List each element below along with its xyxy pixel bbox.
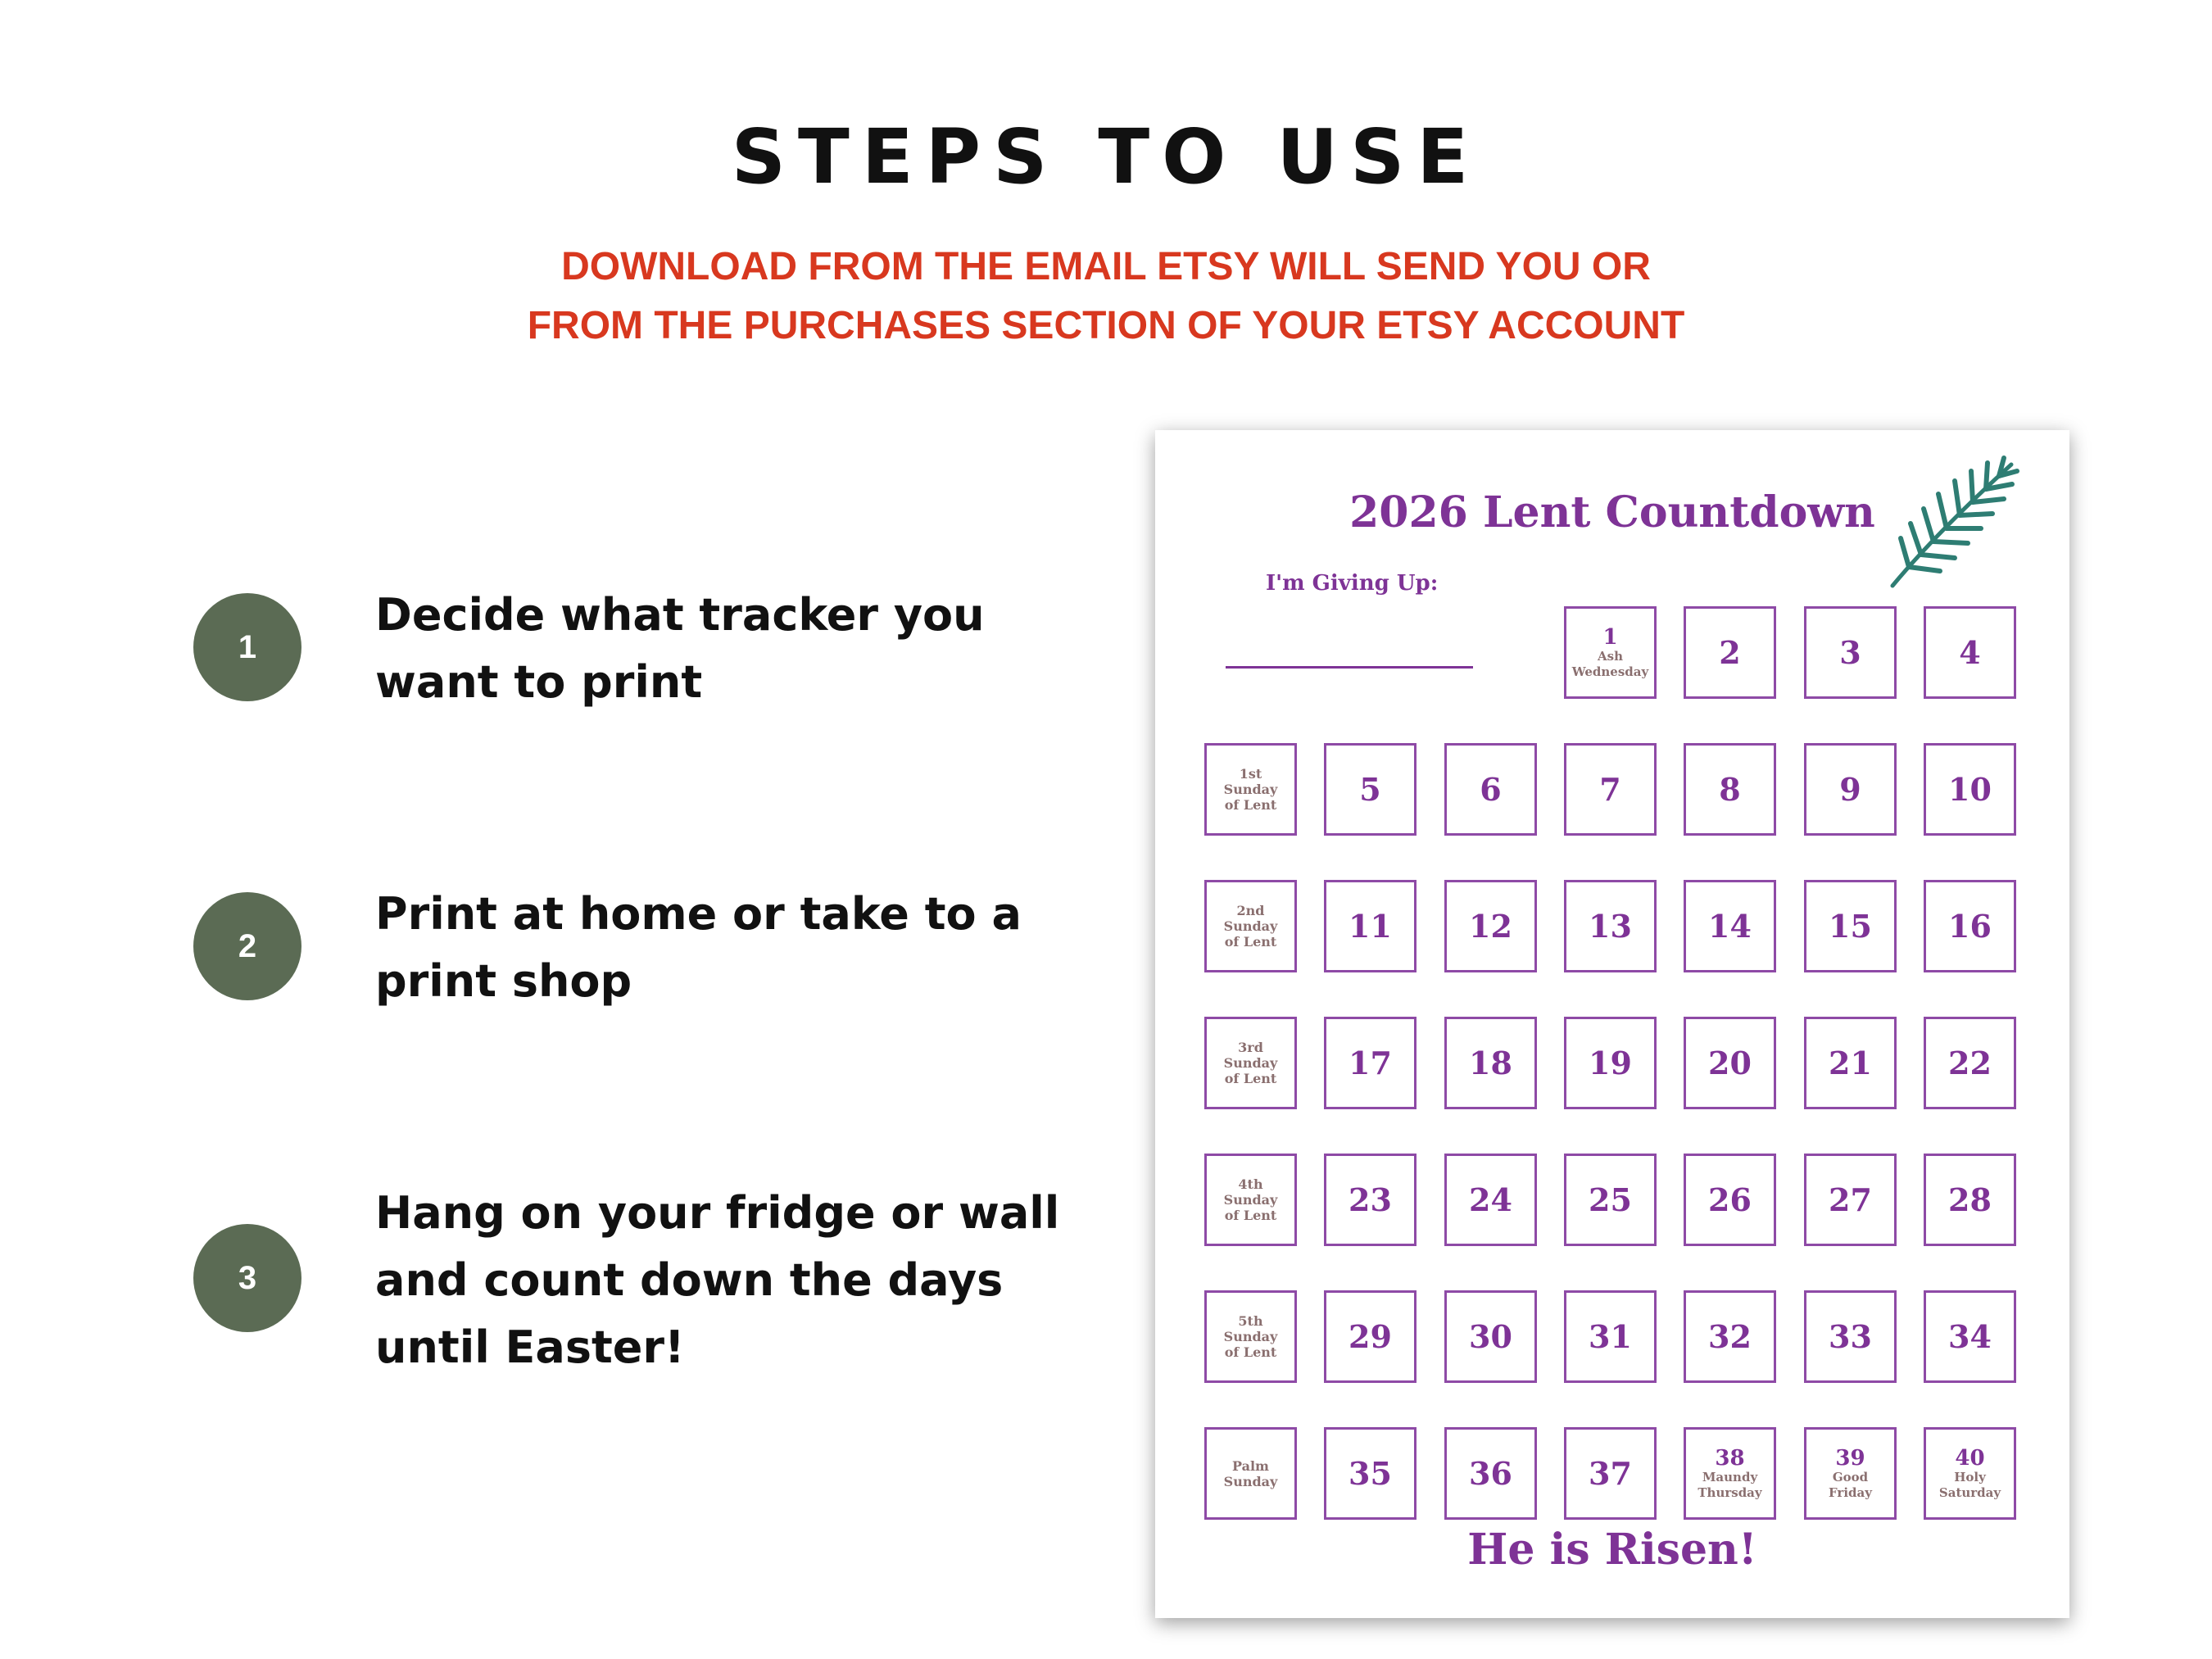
cell-number: 16 [1948, 907, 1992, 945]
cell-number: 15 [1829, 907, 1872, 945]
cell-label: of Lent [1224, 1344, 1277, 1360]
cell-label: 5th [1238, 1313, 1263, 1329]
cell-number: 27 [1829, 1181, 1872, 1218]
countdown-cell [1324, 1290, 1416, 1383]
cell-label: of Lent [1224, 797, 1277, 813]
countdown-cell [1204, 1427, 1297, 1520]
step-3-badge: 3 [193, 1224, 301, 1332]
cell-label: of Lent [1224, 1071, 1277, 1086]
countdown-cell [1204, 743, 1297, 836]
cell-label: Ash [1598, 648, 1623, 664]
countdown-cell [1684, 880, 1776, 972]
countdown-cell [1564, 743, 1657, 836]
cell-label: Good [1832, 1469, 1869, 1484]
cell-number: 37 [1589, 1454, 1632, 1492]
countdown-cell [1564, 880, 1657, 972]
cell-label: 3rd [1238, 1040, 1263, 1055]
cell-number: 29 [1349, 1317, 1392, 1355]
countdown-cell [1684, 606, 1776, 699]
cell-number: 30 [1469, 1317, 1512, 1355]
cell-number: 1 [1602, 624, 1618, 650]
countdown-cell [1444, 880, 1537, 972]
countdown-cell [1924, 743, 2016, 836]
step-3-text [375, 1180, 1060, 1381]
step-2-badge: 2 [193, 892, 301, 1000]
cell-label: of Lent [1224, 934, 1277, 950]
countdown-cell [1564, 1290, 1657, 1383]
countdown-cell [1324, 1427, 1416, 1520]
cell-label: Maundy [1702, 1469, 1758, 1484]
cell-number: 2 [1719, 633, 1741, 671]
countdown-cell [1924, 1427, 2016, 1520]
cell-number: 40 [1955, 1445, 1985, 1471]
giving-up-label: I'm Giving Up: [1266, 571, 1439, 596]
cell-number: 34 [1948, 1317, 1992, 1355]
cell-number: 6 [1480, 770, 1502, 808]
countdown-cell [1924, 606, 2016, 699]
countdown-cell [1444, 1154, 1537, 1246]
cell-number: 4 [1959, 633, 1981, 671]
cell-number: 38 [1715, 1445, 1745, 1471]
countdown-cell [1204, 1017, 1297, 1109]
cell-number: 26 [1708, 1181, 1752, 1218]
cell-label: of Lent [1224, 1208, 1277, 1223]
step-1-text [375, 582, 1047, 716]
cell-number: 18 [1469, 1044, 1512, 1081]
countdown-cell [1804, 1427, 1897, 1520]
countdown-cell [1804, 1017, 1897, 1109]
countdown-cell [1324, 880, 1416, 972]
countdown-cell [1324, 1017, 1416, 1109]
step-3-line-1: Hang on your fridge or wall [375, 1187, 1060, 1239]
cell-number: 22 [1948, 1044, 1992, 1081]
subtitle-line-2: FROM THE PURCHASES SECTION OF YOUR ETSY ACCOUNT [527, 304, 1685, 347]
cell-label: Saturday [1938, 1484, 2001, 1500]
cell-number: 35 [1349, 1454, 1392, 1492]
cell-number: 25 [1589, 1181, 1632, 1218]
cell-label: Thursday [1698, 1484, 1762, 1500]
step-3-line-2: and count down the days [375, 1254, 1004, 1306]
step-2-text [375, 881, 1047, 1015]
countdown-cell [1804, 1290, 1897, 1383]
countdown-cell [1204, 880, 1297, 972]
subtitle-line-1: DOWNLOAD FROM THE EMAIL ETSY WILL SEND YOU OR [561, 245, 1651, 288]
countdown-cell [1564, 1427, 1657, 1520]
cell-label: Sunday [1223, 1055, 1278, 1071]
cell-label: 2nd [1236, 903, 1265, 918]
cell-number: 32 [1708, 1317, 1752, 1355]
cell-number: 11 [1349, 907, 1392, 945]
cell-label: Friday [1829, 1484, 1872, 1500]
countdown-cell [1924, 880, 2016, 972]
cell-label: Wednesday [1571, 664, 1649, 679]
cell-number: 7 [1599, 770, 1621, 808]
cell-number: 8 [1719, 770, 1741, 808]
step-1-badge: 1 [193, 593, 301, 701]
countdown-cell [1804, 606, 1897, 699]
cell-label: Sunday [1223, 1473, 1278, 1489]
countdown-cell [1444, 1290, 1537, 1383]
cell-number: 5 [1359, 770, 1381, 808]
countdown-cell [1564, 1154, 1657, 1246]
giving-up-line [1226, 666, 1473, 669]
cell-number: 3 [1839, 633, 1861, 671]
subtitle [0, 238, 2212, 356]
step-2-line-1: Print at home or take to a [375, 888, 1022, 940]
cell-label: 1st [1239, 766, 1262, 782]
cell-number: 21 [1829, 1044, 1872, 1081]
countdown-cell [1444, 1017, 1537, 1109]
countdown-cell [1324, 743, 1416, 836]
countdown-cell [1684, 1427, 1776, 1520]
countdown-cell [1684, 743, 1776, 836]
countdown-cell [1804, 743, 1897, 836]
cell-number: 9 [1839, 770, 1861, 808]
cell-label: Palm [1232, 1457, 1269, 1474]
countdown-cell [1924, 1017, 2016, 1109]
cell-number: 20 [1708, 1044, 1752, 1081]
countdown-cell [1564, 1017, 1657, 1109]
cell-number: 24 [1469, 1181, 1512, 1218]
cell-number: 17 [1349, 1044, 1392, 1081]
countdown-cell [1924, 1290, 2016, 1383]
cell-label: Holy [1954, 1469, 1986, 1484]
cell-label: 4th [1238, 1176, 1263, 1192]
cell-label: Sunday [1223, 1192, 1278, 1208]
cell-number: 28 [1948, 1181, 1992, 1218]
countdown-cell [1444, 743, 1537, 836]
countdown-cell [1684, 1154, 1776, 1246]
cell-number: 19 [1589, 1044, 1632, 1081]
page-title: STEPS TO USE [731, 113, 1481, 201]
cell-number: 23 [1349, 1181, 1392, 1218]
cell-number: 36 [1469, 1454, 1512, 1492]
countdown-cell [1684, 1017, 1776, 1109]
cell-number: 12 [1469, 907, 1512, 945]
tracker-preview-sheet [1155, 430, 2069, 1618]
cell-number: 10 [1948, 770, 1992, 808]
step-1-line-1: Decide what tracker you [375, 589, 985, 641]
palm-leaf-icon [1876, 448, 2024, 596]
countdown-cell [1204, 1154, 1297, 1246]
countdown-cell [1324, 1154, 1416, 1246]
countdown-cell [1444, 1427, 1537, 1520]
step-2-line-2: print shop [375, 955, 632, 1007]
cell-number: 14 [1708, 907, 1752, 945]
cell-number: 13 [1589, 907, 1632, 945]
cell-label: Sunday [1223, 918, 1278, 934]
sheet-footer: He is Risen! [1467, 1525, 1757, 1575]
countdown-cell [1204, 1290, 1297, 1383]
step-1-line-2: want to print [375, 656, 703, 708]
countdown-cell [1924, 1154, 2016, 1246]
cell-label: Sunday [1223, 782, 1278, 797]
countdown-cell [1804, 1154, 1897, 1246]
step-3-line-3: until Easter! [375, 1321, 685, 1373]
countdown-cell [1804, 880, 1897, 972]
cell-number: 33 [1829, 1317, 1872, 1355]
cell-number: 31 [1589, 1317, 1632, 1355]
sheet-title: 2026 Lent Countdown [1349, 487, 1875, 537]
countdown-cell [1564, 606, 1657, 699]
cell-label: Sunday [1223, 1329, 1278, 1344]
cell-number: 39 [1835, 1445, 1865, 1471]
countdown-cell [1684, 1290, 1776, 1383]
